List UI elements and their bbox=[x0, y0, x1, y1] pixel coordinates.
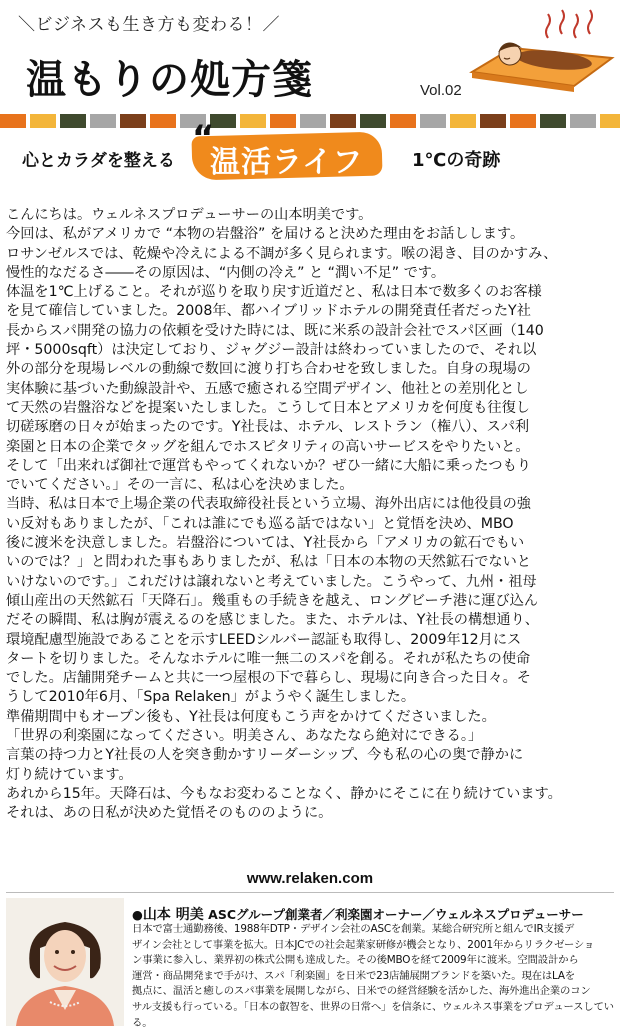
author-roles: ASCグループ創業者／利楽園オーナー／ウェルネスプロデューサー bbox=[208, 907, 584, 922]
article-line: い反対もありましたが、「これは誰にでも巡る話ではない」と覚悟を決め、MBO bbox=[6, 515, 514, 532]
bio-line: ザイン会社として事業を拡大。日本JCでの社会起業家研修が機会となり、2001年からリラクゼーショ bbox=[132, 938, 595, 951]
article-line: 今回は、私がアメリカで “本物の岩盤浴” を届けると決めた理由をお話しします。 bbox=[6, 226, 525, 243]
article-line: それは、あの日私が決めた覚悟そのもののように。 bbox=[6, 805, 333, 822]
article-line: 傾山産出の天然鉱石「天降石」。幾重もの手続きを越え、ロングビーチ港に運び込ん bbox=[6, 592, 539, 609]
article-body bbox=[6, 206, 614, 824]
article-line: いのでは？」と問われた事もありましたが、私は「日本の本物の天然鉱石でないと bbox=[6, 554, 531, 571]
author-credit bbox=[132, 904, 584, 924]
article-line: 楽園と日本の企業でタッグを組んでホスピタリティの高いサービスをやりたいと。 bbox=[6, 438, 530, 455]
article-line: 慢性的なだるさ――その原因は、“内側の冷え” と “潤い不足” です。 bbox=[6, 264, 446, 281]
subtitle-main: 温活ライフ bbox=[210, 145, 364, 180]
article-line: そして「出来れば御社で運営もやってくれないか？ぜひ一緒に大船に乗ったつもり bbox=[6, 457, 531, 474]
article-line: タートを切りました。そんなホテルに唯一無二のスパを創る。それが私たちの使命 bbox=[6, 650, 531, 667]
article-line: 後に渡米を決意しました。岩盤浴については、Y社長から「アメリカの鉱石でもい bbox=[6, 535, 525, 552]
article-line: だその瞬間、私は胸が震えるのを感じました。また、ホテルは、Y社長の構想通り、 bbox=[6, 612, 539, 629]
author-bio bbox=[132, 922, 614, 1031]
article-line: 灯り続けています。 bbox=[6, 766, 133, 783]
article-line: あれから15年。天降石は、今もなお変わることなく、静かにそこに在り続けています。 bbox=[6, 785, 562, 802]
bio-line: 運営・商品開発まで手がけ、スパ「利楽園」を日米で23店舗展開ブランドを築いた。現在はLAを bbox=[132, 969, 575, 982]
article-line: こんにちは。ウェルネスプロデューサーの山本明美です。 bbox=[6, 207, 373, 223]
bio-line: 日本で富士通勤務後、1988年DTP・デザイン会社のASCを創業。某総合研究所と組んでIR支援デ bbox=[132, 923, 575, 935]
article-line: 言葉の持つ力とY社長の人を突き動かすリーダーシップ、今も私の心の奥で静かに bbox=[6, 747, 524, 764]
article-line: 実体験に基づいた動線設計や、五感で癒される空間デザイン、他社との差別化とし bbox=[6, 380, 529, 397]
article-line: 長からスパ開発の協力の依頼を受けた時には、既に米系の設計会社でスパ区画（140 bbox=[6, 322, 544, 339]
article-line: 外の部分を現場レベルの動線で数回に渡り打ち合わせを致しました。自身の現場の bbox=[6, 361, 531, 378]
article-line: でした。店舗開発チームと共に一つ屋根の下で暮らし、現場に向き合った日々。そ bbox=[6, 670, 531, 687]
article-line: 坪・5000sqft）は決定しており、ジャグジー設計は終わっていましたので、それ以 bbox=[6, 342, 537, 359]
footer-divider bbox=[6, 892, 614, 893]
subtitle-left: 心とカラダを整える bbox=[22, 151, 175, 171]
bio-line: 拠点に、温活と癒しのスパ事業を展開しながら、日米での経営経験を活かした、海外進出企業のコン bbox=[132, 985, 591, 998]
article-line: ロサンゼルスでは、乾燥や冷えによる不調が多く見られます。喉の渇き、目のかすみ、 bbox=[6, 245, 558, 262]
author-photo bbox=[6, 898, 124, 1026]
bio-line: サル支援も行っている。「日本の叡智を、世界の日常へ」を信条に、ウェルネス事業をプロデュースしている。 bbox=[132, 1000, 614, 1029]
sauna-illustration bbox=[462, 6, 618, 94]
header-tagline: ＼ビジネスも生き方も変わる！／ bbox=[18, 15, 280, 35]
article-line: でいてください。」その一言に、私は心を決めました。 bbox=[6, 477, 354, 494]
website-link[interactable]: www.relaken.com bbox=[246, 870, 374, 887]
bullet-icon: ● bbox=[132, 907, 143, 922]
subtitle-quote-mark: “ bbox=[192, 118, 215, 158]
article-line: 準備期間中もオープン後も、Y社長は何度もこう声をかけてくださいました。 bbox=[6, 708, 496, 725]
article-line: 環境配慮型施設であることを示すLEEDシルバー認証も取得し、2009年12月にス bbox=[6, 631, 522, 648]
article-line: 体温を1℃上げること。それが巡りを取り戻す近道だと、私は日本で数多くのお客様 bbox=[6, 284, 542, 301]
bio-line: ン事業に参入し、業界初の株式公開も達成した。その後MBOを経て2009年に渡米。空間設計から bbox=[132, 954, 579, 967]
article-line: を見て確信していました。2008年、都ハイブリッドホテルの開発責任者だったY社 bbox=[6, 303, 531, 320]
article-line: 当時、私は日本で上場企業の代表取締役社長という立場、海外出店には他役員の強 bbox=[6, 496, 531, 513]
article-line: て天然の岩盤浴などを提案いたしました。こうして日本とアメリカを何度も往復し bbox=[6, 399, 530, 416]
article-line: 「世界の利楽園になってください。明美さん、あなたなら絶対にできる。」 bbox=[6, 728, 483, 745]
heat-wave-icon bbox=[546, 10, 592, 38]
volume-label: Vol.02 bbox=[420, 82, 462, 99]
author-name: 山本 明美 bbox=[142, 907, 204, 923]
page-title: 温もりの処方箋 bbox=[26, 57, 313, 103]
article-line: うして2010年6月、「Spa Relaken」がようやく誕生しました。 bbox=[6, 689, 416, 706]
color-strip bbox=[0, 114, 620, 132]
article-line: いけないのです。」これだけは譲れないと考えていました。こうやって、九州・祖母 bbox=[6, 573, 537, 590]
article-line: 切磋琢磨の日々が始まったのです。Y社長は、ホテル、レストラン（権八）、スパ利 bbox=[6, 419, 530, 436]
subtitle-right: 1℃の奇跡 bbox=[412, 150, 501, 171]
